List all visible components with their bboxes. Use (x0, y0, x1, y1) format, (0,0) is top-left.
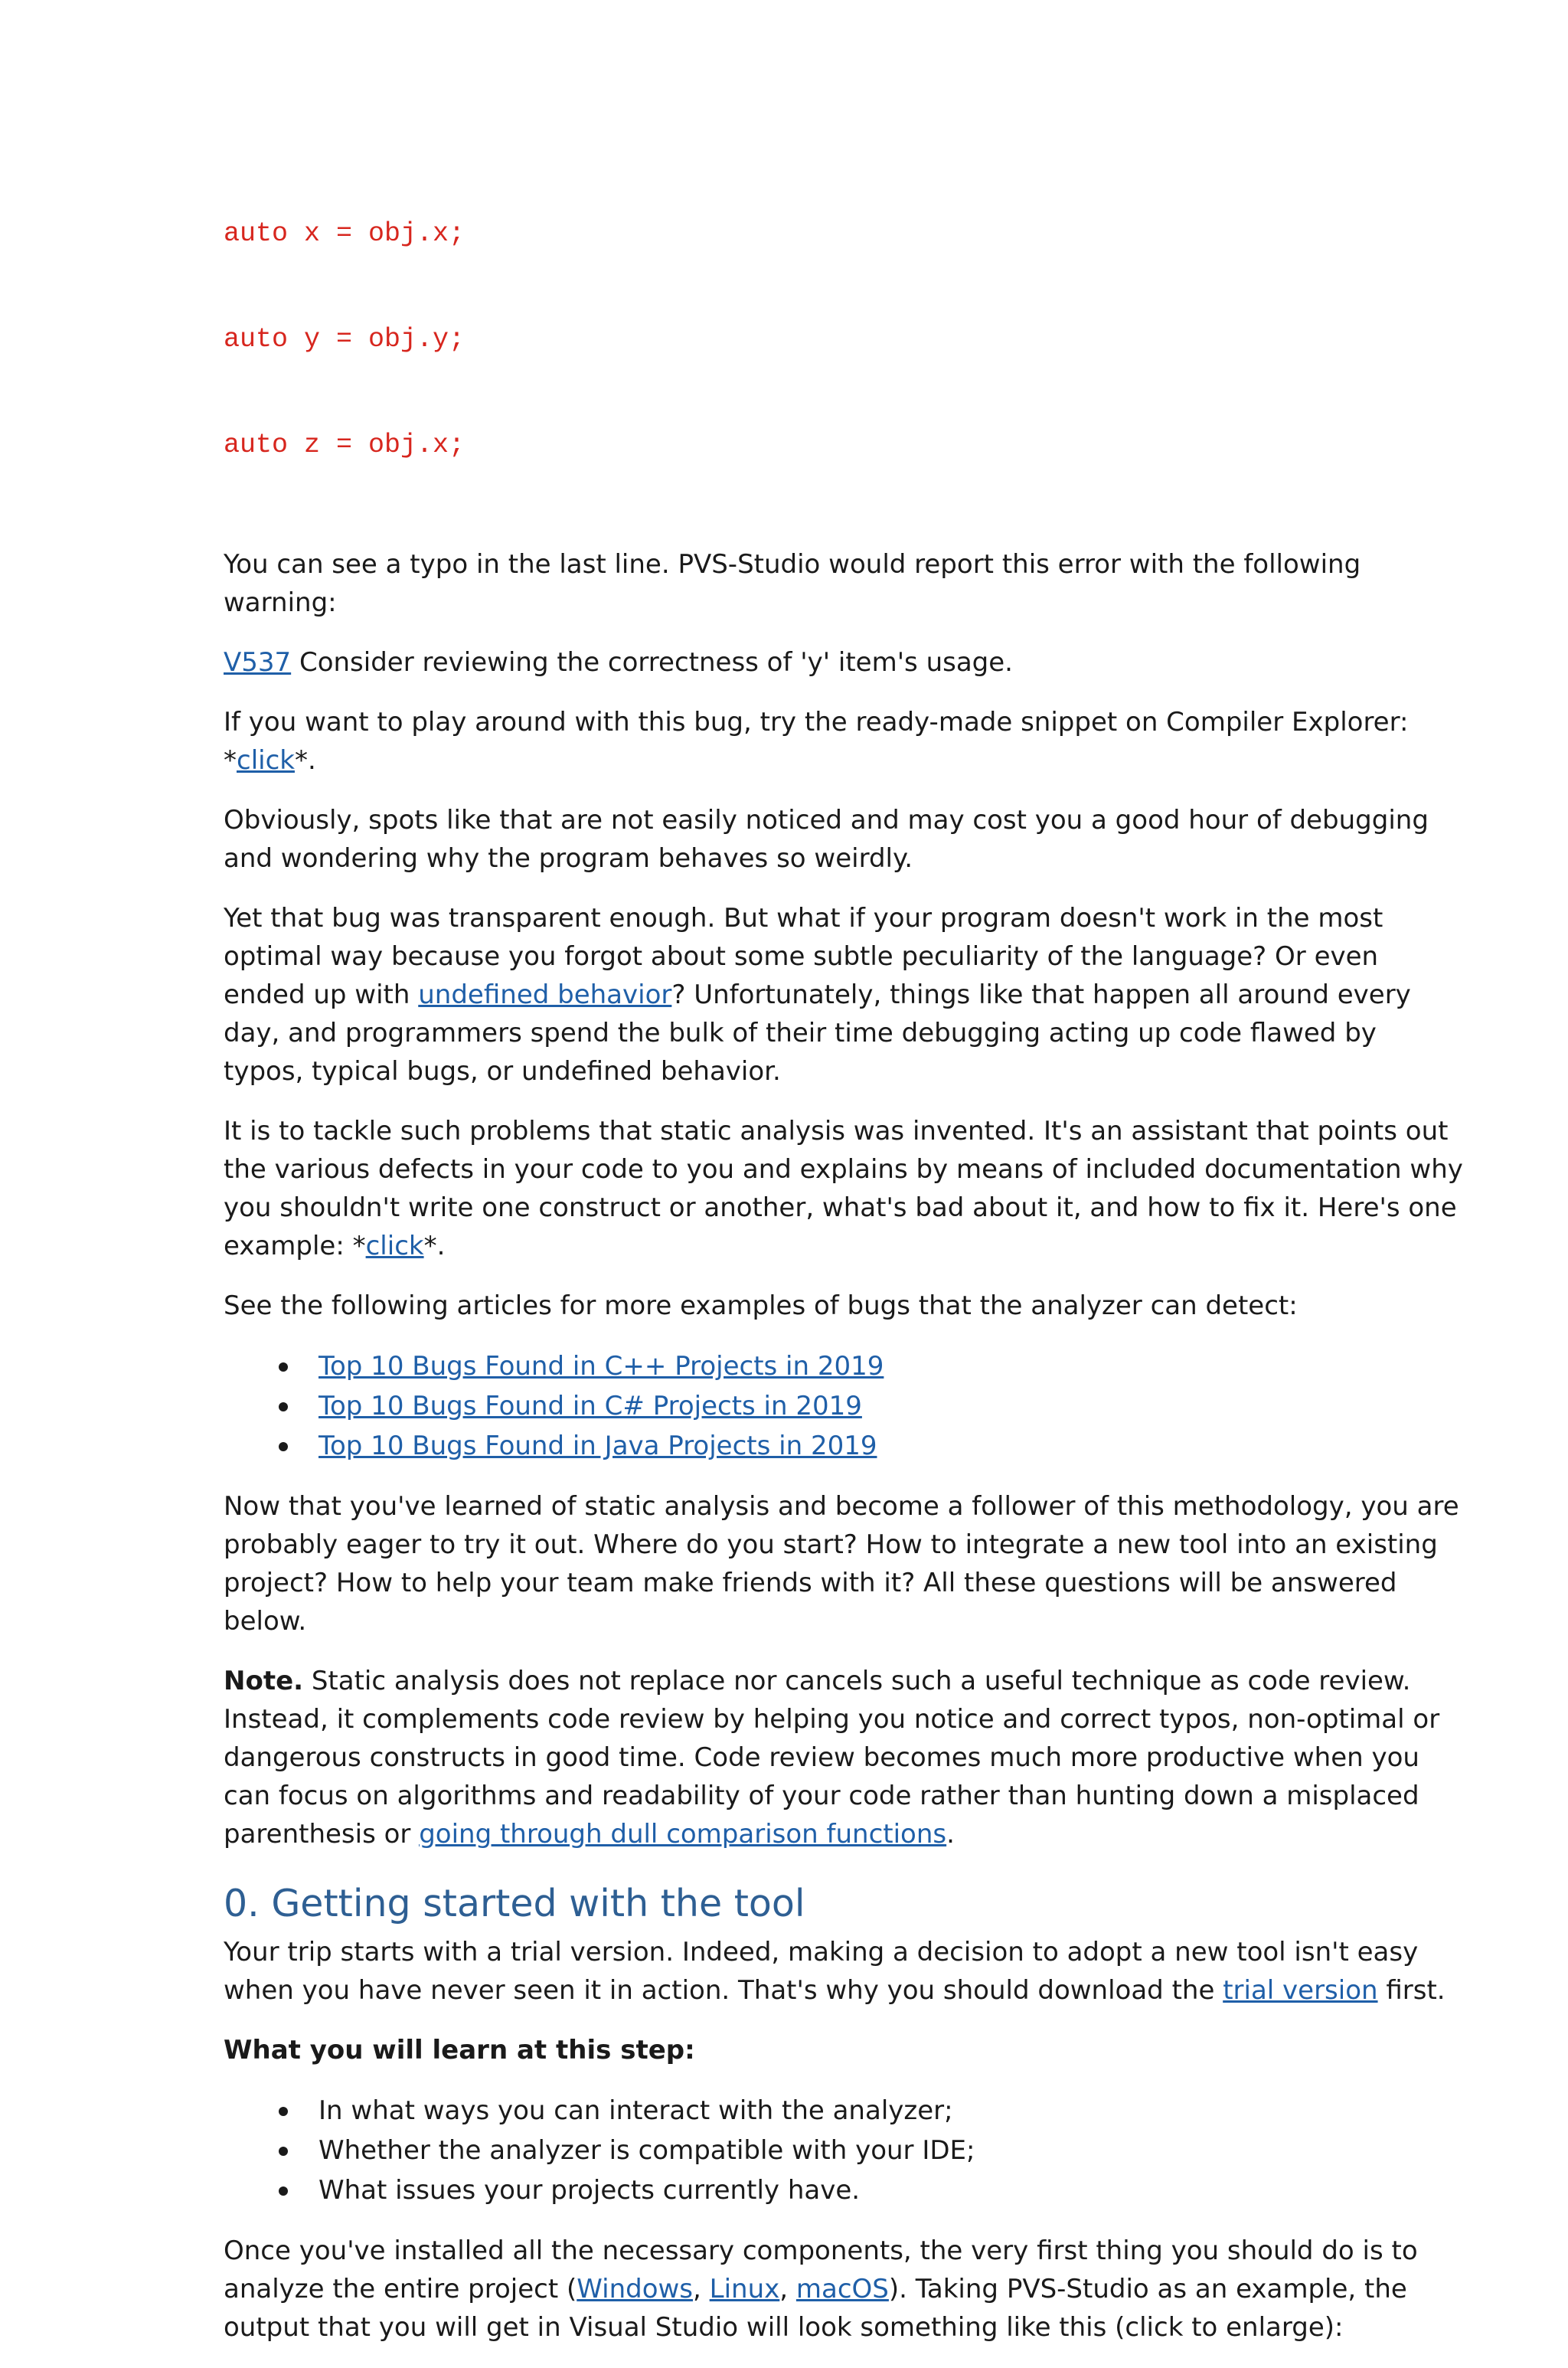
list-item: Whether the analyzer is compatible with your IDE; (224, 2131, 1464, 2170)
paragraph-obviously: Obviously, spots like that are not easily noticed and may cost you a good hour of debugging and wondering why the program behaves so weirdly. (224, 805, 1429, 874)
list-item: What issues your projects currently have. (224, 2170, 1464, 2210)
warning-text: Consider reviewing the correctness of 'y' item's usage. (291, 647, 1013, 678)
text: ? Unfortunately, things like that happen all around every day, and programmers spend the bulk of their time debugging acting up code flawed by typos, typical bugs, or undefined behavior. (224, 980, 1411, 1087)
code-snippet (224, 146, 1464, 533)
linux-link[interactable]: Linux (709, 2274, 780, 2304)
text: If you want to play around with this bug, try the ready-made snippet on Compiler Explorer: * (224, 707, 1409, 776)
paragraph-once (224, 2232, 1464, 2347)
text: . (946, 1819, 955, 1850)
learn-heading-text: What you will learn at this step: (224, 2035, 695, 2065)
macos-link[interactable]: macOS (795, 2274, 889, 2304)
v537-link[interactable]: V537 (224, 647, 292, 678)
example-click-link[interactable]: click (365, 1231, 424, 1261)
list-item (224, 1346, 1464, 1386)
text: *. (423, 1231, 446, 1261)
text: ). Taking PVS-Studio as an example, the output that you will get in Visual Studio will look something like this (click to enlarge): (224, 2274, 1407, 2343)
learn-heading (224, 2031, 1464, 2069)
code-line: auto z = obj.x; (224, 430, 466, 460)
list-item (224, 1386, 1464, 1426)
text: first. (1377, 1975, 1446, 2006)
text: Static analysis does not replace nor cancels such a useful technique as code review. Instead, it complements code review by helping you notice and correct typos, non-optimal or dangerous constructs in good time. Code review becomes much more productive when you can focus on algorithms and readability of your code rather than hunting down a misplaced parenthesis or (224, 1666, 1440, 1850)
code-line: auto x = obj.x; (224, 218, 466, 249)
paragraph-see: See the following articles for more examples of bugs that the analyzer can detect: (224, 1290, 1298, 1321)
compiler-explorer-click-link[interactable]: click (237, 745, 295, 776)
paragraph-now: Now that you've learned of static analysis and become a follower of this methodology, you are probably eager to try it out. Where do you start? How to integrate a new tool into an existing project? How to help your team make friends with it? All these questions will be answered below. (224, 1491, 1459, 1637)
article-link-csharp[interactable]: Top 10 Bugs Found in C# Projects in 2019 (318, 1391, 862, 1421)
windows-link[interactable]: Windows (577, 2274, 694, 2304)
text: Once you've installed all the necessary components, the very first thing you should do is to analyze the entire project ( (224, 2236, 1418, 2304)
article-link-java[interactable]: Top 10 Bugs Found in Java Projects in 2019 (318, 1431, 877, 1461)
list-item: In what ways you can interact with the analyzer; (224, 2091, 1464, 2131)
note-label: Note. (224, 1666, 304, 1696)
paragraph-yet (224, 899, 1464, 1091)
text: , (779, 2274, 796, 2304)
paragraph-play (224, 703, 1464, 780)
paragraph-warning (224, 643, 1464, 682)
document-page (224, 146, 1464, 2368)
section-heading: 0. Getting started with the tool (224, 1882, 805, 1925)
learn-list (224, 2091, 1464, 2210)
undefined-behavior-link[interactable]: undefined behavior (418, 980, 672, 1010)
comparison-functions-link[interactable]: going through dull comparison functions (419, 1819, 947, 1850)
articles-list (224, 1346, 1464, 1466)
text: It is to tackle such problems that static analysis was invented. It's an assistant that points out the various defects in your code to you and explains by means of included documentation why you shouldn't write one construct or another, what's bad about it, and how to fix it. Here's one example: * (224, 1116, 1463, 1261)
text: Your trip starts with a trial version. Indeed, making a decision to adopt a new tool isn't easy when you have never seen it in action. That's why you should download the (224, 1937, 1419, 2006)
text: Yet that bug was transparent enough. But what if your program doesn't work in the most optimal way because you forgot about some subtle peculiarity of the language? Or even ended up with (224, 903, 1383, 1010)
paragraph-trip (224, 1933, 1464, 2010)
code-line: auto y = obj.y; (224, 324, 466, 355)
paragraph-note (224, 1662, 1464, 1853)
article-link-cpp[interactable]: Top 10 Bugs Found in C++ Projects in 2019 (318, 1351, 884, 1382)
paragraph-typo: You can see a typo in the last line. PVS-Studio would report this error with the following warning: (224, 549, 1361, 618)
text: *. (294, 745, 316, 776)
trial-version-link[interactable]: trial version (1223, 1975, 1378, 2006)
text: , (693, 2274, 710, 2304)
list-item (224, 1426, 1464, 1466)
paragraph-tackle (224, 1112, 1464, 1265)
